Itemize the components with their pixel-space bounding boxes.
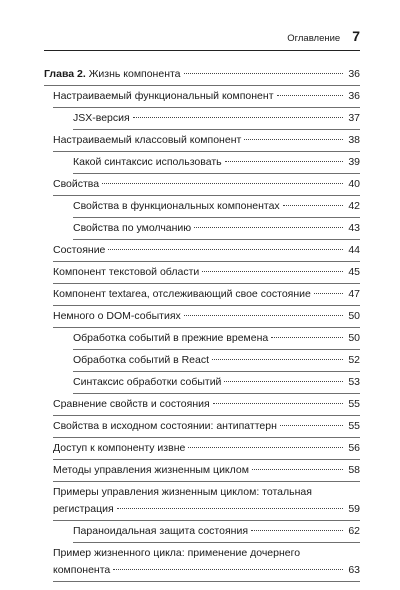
toc-entry-title: Параноидальная защита состояния bbox=[73, 525, 249, 537]
header-title: Оглавление bbox=[287, 33, 341, 44]
toc-entry bbox=[44, 240, 360, 262]
toc-entry-title: Синтаксис обработки событий bbox=[73, 376, 222, 388]
toc-entry bbox=[44, 64, 360, 86]
leader-dots bbox=[271, 337, 343, 338]
toc-page-number: 38 bbox=[348, 134, 360, 146]
toc-entry bbox=[44, 306, 360, 328]
toc-entry bbox=[44, 394, 360, 416]
leader-dots bbox=[194, 227, 343, 228]
toc-entry-title: Какой синтаксис использовать bbox=[73, 156, 222, 168]
toc-entry bbox=[44, 482, 360, 521]
toc-entry bbox=[44, 372, 360, 394]
toc-entry-title: Обработка событий в прежние времена bbox=[73, 332, 269, 344]
toc-entry-title: Свойства по умолчанию bbox=[73, 222, 192, 234]
chapter-prefix: Глава 2. bbox=[44, 68, 86, 80]
leader-dots bbox=[224, 381, 343, 382]
toc-entry-title: Состояние bbox=[53, 244, 106, 256]
toc-entry bbox=[44, 262, 360, 284]
leader-dots bbox=[184, 315, 343, 316]
entry-rule bbox=[53, 581, 360, 582]
table-of-contents bbox=[44, 64, 360, 582]
leader-dots bbox=[280, 425, 343, 426]
toc-entry-title: Свойства в исходном состоянии: антипаттерн bbox=[53, 420, 277, 432]
leader-dots bbox=[252, 469, 343, 470]
toc-page-number: 47 bbox=[348, 288, 360, 300]
leader-dots bbox=[117, 508, 343, 509]
toc-page-number: 55 bbox=[348, 398, 360, 410]
toc-page-number: 45 bbox=[348, 266, 360, 278]
toc-entry-title: Свойства bbox=[53, 178, 100, 190]
toc-page-number: 55 bbox=[348, 420, 360, 432]
leader-dots bbox=[188, 447, 343, 448]
toc-entry bbox=[44, 174, 360, 196]
leader-dots bbox=[133, 117, 343, 118]
toc-entry-title-continuation: компонента bbox=[53, 564, 111, 576]
toc-entry bbox=[44, 543, 360, 582]
toc-entry bbox=[44, 86, 360, 108]
leader-dots bbox=[184, 73, 343, 74]
toc-entry-title-continuation: регистрация bbox=[53, 503, 114, 515]
leader-dots bbox=[212, 359, 343, 360]
toc-entry bbox=[44, 328, 360, 350]
toc-page-number: 44 bbox=[348, 244, 360, 256]
toc-page-number: 53 bbox=[348, 376, 360, 388]
leader-dots bbox=[113, 569, 343, 570]
toc-entry-title: Компонент textarea, отслеживающий свое состояние bbox=[53, 288, 311, 300]
toc-entry-title: Свойства в функциональных компонентах bbox=[73, 200, 280, 212]
toc-entry bbox=[44, 350, 360, 372]
toc-entry-title: Обработка событий в React bbox=[73, 354, 210, 366]
toc-entry bbox=[44, 130, 360, 152]
toc-page-number: 50 bbox=[348, 310, 360, 322]
toc-entry bbox=[44, 108, 360, 130]
toc-page-number: 39 bbox=[348, 156, 360, 168]
toc-page-number: 63 bbox=[348, 564, 360, 576]
toc-page-number: 58 bbox=[348, 464, 360, 476]
toc-entry bbox=[44, 284, 360, 306]
running-header bbox=[44, 28, 360, 48]
leader-dots bbox=[277, 95, 344, 96]
leader-dots bbox=[283, 205, 343, 206]
toc-entry-title: Жизнь компонента bbox=[88, 68, 181, 80]
toc-page-number: 62 bbox=[348, 525, 360, 537]
toc-entry-title: JSX-версия bbox=[73, 112, 130, 124]
toc-page-number: 42 bbox=[348, 200, 360, 212]
toc-entry-title: Сравнение свойств и состояния bbox=[53, 398, 210, 410]
toc-entry bbox=[44, 460, 360, 482]
toc-entry bbox=[44, 196, 360, 218]
toc-page-number: 37 bbox=[348, 112, 360, 124]
toc-entry-title: Методы управления жизненным циклом bbox=[53, 464, 249, 476]
toc-page-number: 59 bbox=[348, 503, 360, 515]
toc-entry-title: Настраиваемый функциональный компонент bbox=[53, 90, 274, 102]
toc-page-number: 56 bbox=[348, 442, 360, 454]
toc-entry bbox=[44, 218, 360, 240]
toc-page-number: 36 bbox=[348, 68, 360, 80]
toc-entry-title: Компонент текстовой области bbox=[53, 266, 200, 278]
toc-entry-title: Пример жизненного цикла: применение дочернего bbox=[53, 547, 301, 559]
toc-page-number: 52 bbox=[348, 354, 360, 366]
toc-entry bbox=[44, 521, 360, 543]
toc-entry-title: Примеры управления жизненным циклом: тотальная bbox=[53, 486, 312, 498]
header-page-number: 7 bbox=[352, 28, 360, 44]
leader-dots bbox=[225, 161, 343, 162]
toc-page-number: 50 bbox=[348, 332, 360, 344]
toc-entry bbox=[44, 152, 360, 174]
toc-page-number: 43 bbox=[348, 222, 360, 234]
toc-entry bbox=[44, 438, 360, 460]
header-rule bbox=[44, 50, 360, 51]
toc-page-number: 36 bbox=[348, 90, 360, 102]
leader-dots bbox=[213, 403, 343, 404]
toc-entry-title: Немного о DOM-событиях bbox=[53, 310, 181, 322]
toc-entry bbox=[44, 416, 360, 438]
leader-dots bbox=[202, 271, 343, 272]
leader-dots bbox=[251, 530, 343, 531]
leader-dots bbox=[314, 293, 343, 294]
toc-entry-title: Настраиваемый классовый компонент bbox=[53, 134, 242, 146]
leader-dots bbox=[244, 139, 343, 140]
leader-dots bbox=[102, 183, 343, 184]
toc-page-number: 40 bbox=[348, 178, 360, 190]
toc-entry-title: Доступ к компоненту извне bbox=[53, 442, 186, 454]
leader-dots bbox=[108, 249, 343, 250]
